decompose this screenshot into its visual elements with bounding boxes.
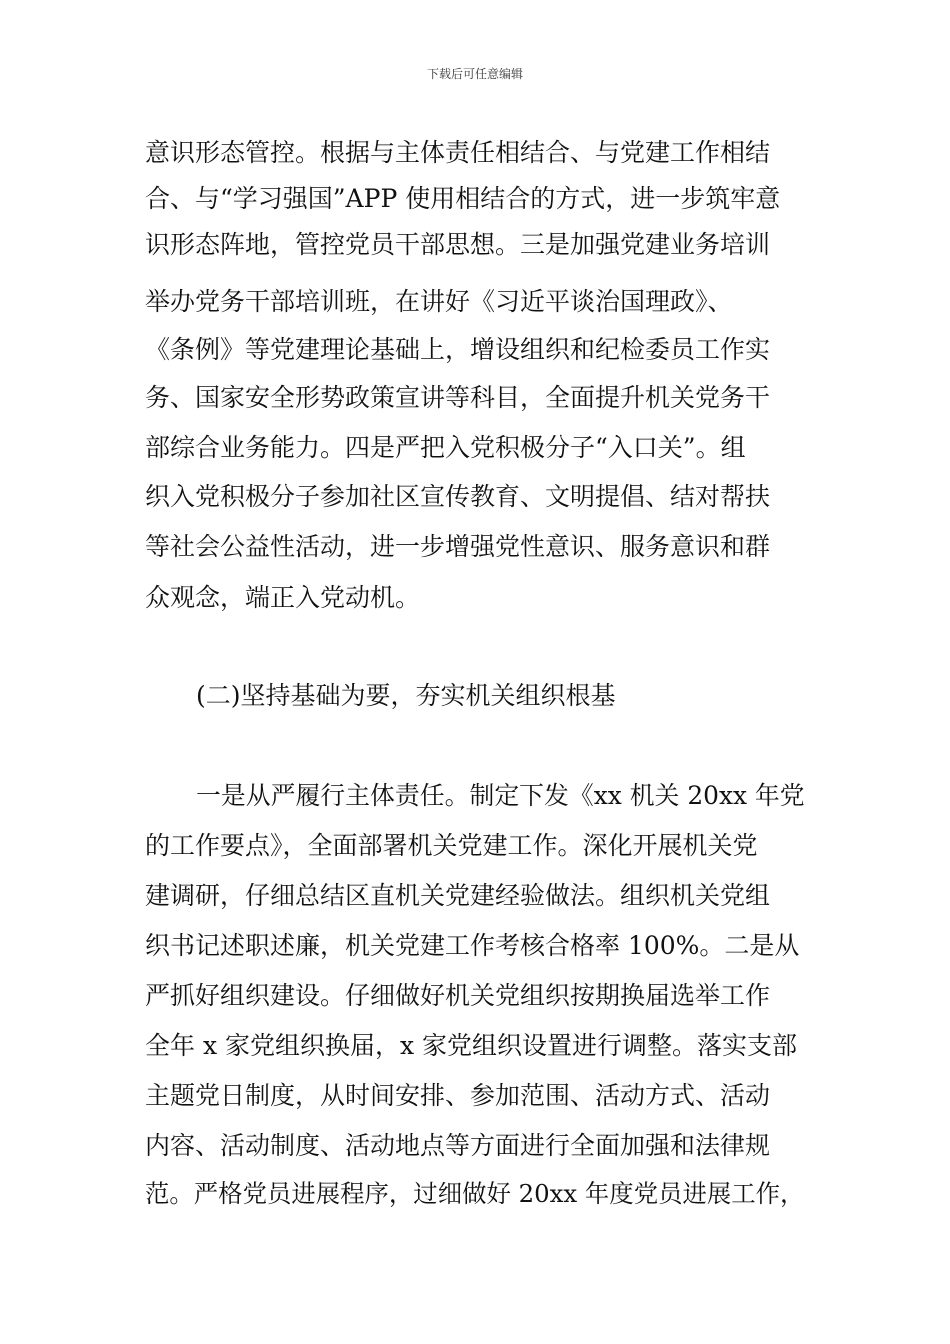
paragraph2-line: 一是从严履行主体责任。制定下发《xx 机关 20xx 年党 — [196, 781, 805, 810]
paragraph2-line: 全年 x 家党组织换届，x 家党组织设置进行调整。落实支部 — [145, 1031, 798, 1060]
paragraph1-line: 意识形态管控。根据与主体责任相结合、与党建工作相结 — [145, 138, 771, 167]
paragraph1-line: 众观念，端正入党动机。 — [145, 583, 421, 612]
paragraph1-line: 务、国家安全形势政策宣讲等科目，全面提升机关党务干 — [145, 383, 771, 412]
paragraph2-line: 主题党日制度，从时间安排、参加范围、活动方式、活动 — [145, 1081, 771, 1110]
paragraph1-line: 举办党务干部培训班，在讲好《习近平谈治国理政》、 — [145, 287, 733, 316]
paragraph1-line: 合、与“学习强国”APP 使用相结合的方式，进一步筑牢意 — [145, 184, 781, 213]
paragraph2-line: 范。严格党员进展程序，过细做好 20xx 年度党员进展工作， — [145, 1179, 805, 1208]
paragraph1-line: 织入党积极分子参加社区宣传教育、文明提倡、结对帮扶 — [145, 482, 771, 511]
paragraph2-line: 内容、活动制度、活动地点等方面进行全面加强和法律规 — [145, 1131, 771, 1160]
paragraph1-line: 《条例》等党建理论基础上，增设组织和纪检委员工作实 — [145, 335, 771, 364]
paragraph1-line: 等社会公益性活动，进一步增强党性意识、服务意识和群 — [145, 532, 771, 561]
paragraph1-line: 识形态阵地，管控党员干部思想。三是加强党建业务培训 — [145, 230, 771, 259]
paragraph2-line: 织书记述职述廉，机关党建工作考核合格率 100%。二是从 — [145, 931, 800, 960]
paragraph1-line: 部综合业务能力。四是严把入党积极分子“入口关”。组 — [145, 433, 746, 462]
paragraph2-line: 的工作要点》，全面部署机关党建工作。深化开展机关党 — [145, 831, 758, 860]
page-header: 下载后可任意编辑 — [426, 67, 523, 81]
paragraph2-line: 建调研，仔细总结区直机关党建经验做法。组织机关党组 — [145, 881, 771, 910]
paragraph2-line: 严抓好组织建设。仔细做好机关党组织按期换届选举工作 — [145, 981, 771, 1010]
section-heading: (二)坚持基础为要，夯实机关组织根基 — [196, 681, 616, 710]
